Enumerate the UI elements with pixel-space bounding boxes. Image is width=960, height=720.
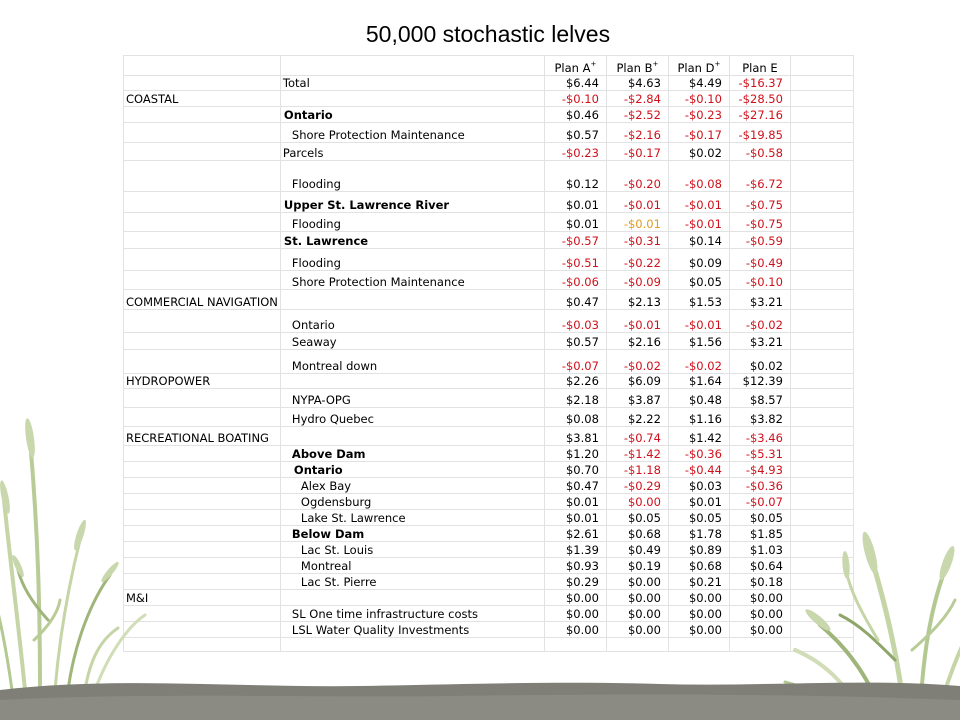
- value-cell-plan-b: -$2.84: [606, 91, 668, 107]
- category-cell: M&I: [124, 590, 281, 606]
- value-cell-plan-d: $0.05: [668, 510, 729, 526]
- item-label-cell: LSL Water Quality Investments: [280, 622, 544, 638]
- blank-cell: [790, 107, 853, 123]
- value-cell-plan-e: -$0.49: [729, 249, 790, 271]
- header-plan-a: [544, 56, 606, 76]
- table-row: [124, 478, 854, 494]
- item-label-cell: Montreal down: [280, 350, 544, 374]
- table-row: [124, 76, 854, 91]
- blank-cell: [790, 389, 853, 408]
- value-cell-plan-a: $3.81: [544, 427, 606, 446]
- value-cell-plan-d: $0.00: [668, 622, 729, 638]
- item-label-cell: Flooding: [280, 249, 544, 271]
- value-cell-plan-a: $0.01: [544, 494, 606, 510]
- item-label-cell: Lac St. Louis: [280, 542, 544, 558]
- value-cell-plan-e: -$5.31: [729, 446, 790, 462]
- value-cell-plan-d: $0.00: [668, 590, 729, 606]
- item-label-cell: Montreal: [280, 558, 544, 574]
- value-cell-plan-d: $0.03: [668, 478, 729, 494]
- value-cell-plan-d: $0.01: [668, 494, 729, 510]
- item-label-cell: Ontario: [280, 107, 544, 123]
- table-row: [124, 526, 854, 542]
- value-cell-plan-b: -$1.42: [606, 446, 668, 462]
- blank-cell: [790, 143, 853, 161]
- item-label-cell: [280, 290, 544, 310]
- table-row: [124, 249, 854, 271]
- header-label: Plan A: [554, 61, 591, 75]
- table-row: [124, 558, 854, 574]
- item-label-cell: St. Lawrence: [280, 232, 544, 249]
- item-label-cell: Upper St. Lawrence River: [280, 192, 544, 213]
- value-cell-plan-a: [544, 638, 606, 652]
- value-cell-plan-b: -$0.02: [606, 350, 668, 374]
- category-cell: [124, 271, 281, 290]
- table-row: [124, 333, 854, 350]
- table-row: [124, 290, 854, 310]
- table-row: [124, 638, 854, 652]
- value-cell-plan-e: -$0.07: [729, 494, 790, 510]
- value-cell-plan-a: $0.46: [544, 107, 606, 123]
- value-cell-plan-e: -$0.59: [729, 232, 790, 249]
- header-sup: +: [714, 60, 721, 68]
- value-cell-plan-d: [668, 638, 729, 652]
- value-cell-plan-a: $0.29: [544, 574, 606, 590]
- blank-cell: [790, 526, 853, 542]
- value-cell-plan-b: $2.16: [606, 333, 668, 350]
- value-cell-plan-a: $0.00: [544, 606, 606, 622]
- blank-cell: [790, 446, 853, 462]
- value-cell-plan-b: -$0.09: [606, 271, 668, 290]
- table-row: [124, 310, 854, 333]
- value-cell-plan-a: $0.12: [544, 161, 606, 192]
- value-cell-plan-b: -$2.16: [606, 123, 668, 143]
- category-cell: [124, 143, 281, 161]
- category-cell: HYDROPOWER: [124, 374, 281, 389]
- value-cell-plan-b: $4.63: [606, 76, 668, 91]
- header-plan-d: [668, 56, 729, 76]
- blank-cell: [790, 574, 853, 590]
- value-cell-plan-d: $1.56: [668, 333, 729, 350]
- item-label-cell: NYPA-OPG: [280, 389, 544, 408]
- table-row: [124, 590, 854, 606]
- header-label: Plan D: [677, 61, 715, 75]
- blank-cell: [790, 478, 853, 494]
- value-cell-plan-d: $0.68: [668, 558, 729, 574]
- value-cell-plan-b: $3.87: [606, 389, 668, 408]
- item-label-cell: Shore Protection Maintenance: [280, 123, 544, 143]
- blank-cell: [790, 310, 853, 333]
- category-cell: [124, 123, 281, 143]
- value-cell-plan-e: $0.18: [729, 574, 790, 590]
- value-cell-plan-b: $0.00: [606, 606, 668, 622]
- value-cell-plan-d: -$0.01: [668, 310, 729, 333]
- category-cell: [124, 638, 281, 652]
- plan-comparison-table-wrap: [123, 55, 854, 652]
- category-cell: [124, 606, 281, 622]
- category-cell: [124, 213, 281, 232]
- table-row: [124, 510, 854, 526]
- value-cell-plan-e: $8.57: [729, 389, 790, 408]
- header-label: Plan B: [616, 61, 653, 75]
- value-cell-plan-a: $0.57: [544, 123, 606, 143]
- value-cell-plan-a: $0.47: [544, 478, 606, 494]
- value-cell-plan-d: $0.05: [668, 271, 729, 290]
- category-cell: COMMERCIAL NAVIGATION: [124, 290, 281, 310]
- item-label-cell: Parcels: [280, 143, 544, 161]
- value-cell-plan-b: -$0.17: [606, 143, 668, 161]
- table-row: [124, 271, 854, 290]
- value-cell-plan-b: $0.00: [606, 494, 668, 510]
- header-blank-cell: [280, 56, 544, 76]
- value-cell-plan-b: $0.05: [606, 510, 668, 526]
- table-row: [124, 389, 854, 408]
- table-row: [124, 408, 854, 427]
- table-row: [124, 574, 854, 590]
- item-label-cell: [280, 374, 544, 389]
- value-cell-plan-e: -$0.10: [729, 271, 790, 290]
- value-cell-plan-d: $0.48: [668, 389, 729, 408]
- value-cell-plan-e: -$0.75: [729, 192, 790, 213]
- blank-cell: [790, 558, 853, 574]
- category-cell: [124, 310, 281, 333]
- table-row: [124, 462, 854, 478]
- value-cell-plan-a: $2.61: [544, 526, 606, 542]
- item-label-cell: Below Dam: [280, 526, 544, 542]
- value-cell-plan-a: $6.44: [544, 76, 606, 91]
- blank-cell: [790, 374, 853, 389]
- value-cell-plan-e: $0.02: [729, 350, 790, 374]
- category-cell: [124, 510, 281, 526]
- category-cell: [124, 408, 281, 427]
- item-label-cell: Ogdensburg: [280, 494, 544, 510]
- category-cell: COASTAL: [124, 91, 281, 107]
- table-row: [124, 374, 854, 389]
- table-row: [124, 446, 854, 462]
- blank-cell: [790, 427, 853, 446]
- value-cell-plan-e: -$19.85: [729, 123, 790, 143]
- category-cell: [124, 574, 281, 590]
- value-cell-plan-d: $4.49: [668, 76, 729, 91]
- value-cell-plan-b: -$1.18: [606, 462, 668, 478]
- value-cell-plan-e: $3.21: [729, 290, 790, 310]
- blank-cell: [790, 638, 853, 652]
- blank-cell: [790, 213, 853, 232]
- value-cell-plan-b: -$2.52: [606, 107, 668, 123]
- blank-cell: [790, 232, 853, 249]
- value-cell-plan-a: $0.01: [544, 510, 606, 526]
- category-cell: [124, 558, 281, 574]
- value-cell-plan-b: $2.22: [606, 408, 668, 427]
- plan-comparison-table: [123, 55, 854, 652]
- ground-strip-icon: [0, 683, 960, 720]
- value-cell-plan-a: $0.00: [544, 590, 606, 606]
- value-cell-plan-e: -$3.46: [729, 427, 790, 446]
- value-cell-plan-d: $0.02: [668, 143, 729, 161]
- value-cell-plan-e: $0.00: [729, 590, 790, 606]
- item-label-cell: Ontario: [280, 462, 544, 478]
- value-cell-plan-a: -$0.10: [544, 91, 606, 107]
- item-label-cell: SL One time infrastructure costs: [280, 606, 544, 622]
- value-cell-plan-b: -$0.01: [606, 310, 668, 333]
- category-cell: [124, 350, 281, 374]
- value-cell-plan-b: $0.00: [606, 590, 668, 606]
- value-cell-plan-e: $3.21: [729, 333, 790, 350]
- value-cell-plan-d: $0.00: [668, 606, 729, 622]
- blank-cell: [790, 192, 853, 213]
- blank-cell: [790, 333, 853, 350]
- blank-cell: [790, 76, 853, 91]
- value-cell-plan-d: -$0.44: [668, 462, 729, 478]
- item-label-cell: Lake St. Lawrence: [280, 510, 544, 526]
- table-row: [124, 192, 854, 213]
- value-cell-plan-b: -$0.01: [606, 192, 668, 213]
- table-row: [124, 542, 854, 558]
- table-row: [124, 427, 854, 446]
- table-row: [124, 622, 854, 638]
- value-cell-plan-e: -$0.58: [729, 143, 790, 161]
- value-cell-plan-b: $0.19: [606, 558, 668, 574]
- table-row: [124, 91, 854, 107]
- table-row: [124, 143, 854, 161]
- table-row: [124, 606, 854, 622]
- value-cell-plan-e: $3.82: [729, 408, 790, 427]
- value-cell-plan-b: $0.68: [606, 526, 668, 542]
- blank-cell: [790, 249, 853, 271]
- category-cell: [124, 76, 281, 91]
- header-label: Plan E: [742, 61, 778, 75]
- header-blank-cell: [124, 56, 281, 76]
- value-cell-plan-d: $0.89: [668, 542, 729, 558]
- table-row: [124, 123, 854, 143]
- header-sup: +: [590, 60, 597, 68]
- value-cell-plan-a: $0.01: [544, 192, 606, 213]
- blank-cell: [790, 542, 853, 558]
- blank-cell: [790, 161, 853, 192]
- blank-cell: [790, 462, 853, 478]
- table-row: [124, 107, 854, 123]
- item-label-cell: Flooding: [280, 213, 544, 232]
- header-plan-b: [606, 56, 668, 76]
- value-cell-plan-d: $0.14: [668, 232, 729, 249]
- item-label-cell: [280, 91, 544, 107]
- table-row: [124, 350, 854, 374]
- value-cell-plan-a: $0.57: [544, 333, 606, 350]
- category-cell: [124, 446, 281, 462]
- blank-cell: [790, 510, 853, 526]
- value-cell-plan-d: $1.16: [668, 408, 729, 427]
- value-cell-plan-a: -$0.57: [544, 232, 606, 249]
- value-cell-plan-a: $0.47: [544, 290, 606, 310]
- value-cell-plan-b: -$0.20: [606, 161, 668, 192]
- value-cell-plan-a: $2.18: [544, 389, 606, 408]
- value-cell-plan-e: $12.39: [729, 374, 790, 389]
- value-cell-plan-a: -$0.07: [544, 350, 606, 374]
- blank-cell: [790, 350, 853, 374]
- category-cell: [124, 107, 281, 123]
- category-cell: [124, 622, 281, 638]
- value-cell-plan-b: -$0.31: [606, 232, 668, 249]
- category-cell: [124, 462, 281, 478]
- table-row: [124, 161, 854, 192]
- value-cell-plan-e: $1.85: [729, 526, 790, 542]
- value-cell-plan-d: -$0.23: [668, 107, 729, 123]
- category-cell: [124, 478, 281, 494]
- value-cell-plan-d: -$0.36: [668, 446, 729, 462]
- category-cell: RECREATIONAL BOATING: [124, 427, 281, 446]
- item-label-cell: Above Dam: [280, 446, 544, 462]
- value-cell-plan-d: $1.42: [668, 427, 729, 446]
- item-label-cell: Shore Protection Maintenance: [280, 271, 544, 290]
- item-label-cell: Flooding: [280, 161, 544, 192]
- value-cell-plan-e: -$28.50: [729, 91, 790, 107]
- value-cell-plan-e: -$27.16: [729, 107, 790, 123]
- value-cell-plan-a: -$0.03: [544, 310, 606, 333]
- value-cell-plan-b: -$0.29: [606, 478, 668, 494]
- value-cell-plan-b: $0.00: [606, 622, 668, 638]
- value-cell-plan-b: $0.00: [606, 574, 668, 590]
- category-cell: [124, 333, 281, 350]
- value-cell-plan-a: $0.01: [544, 213, 606, 232]
- value-cell-plan-a: $0.93: [544, 558, 606, 574]
- item-label-cell: Ontario: [280, 310, 544, 333]
- table-body: [124, 76, 854, 652]
- table-header-row: [124, 56, 854, 76]
- table-row: [124, 232, 854, 249]
- value-cell-plan-e: $0.00: [729, 606, 790, 622]
- value-cell-plan-e: -$6.72: [729, 161, 790, 192]
- value-cell-plan-e: $0.64: [729, 558, 790, 574]
- value-cell-plan-b: $6.09: [606, 374, 668, 389]
- value-cell-plan-b: $0.49: [606, 542, 668, 558]
- item-label-cell: [280, 590, 544, 606]
- blank-cell: [790, 91, 853, 107]
- value-cell-plan-d: -$0.01: [668, 192, 729, 213]
- value-cell-plan-d: $0.21: [668, 574, 729, 590]
- value-cell-plan-b: -$0.01: [606, 213, 668, 232]
- value-cell-plan-a: $1.20: [544, 446, 606, 462]
- value-cell-plan-d: $0.09: [668, 249, 729, 271]
- category-cell: [124, 542, 281, 558]
- blank-cell: [790, 271, 853, 290]
- value-cell-plan-d: -$0.08: [668, 161, 729, 192]
- header-blank-cell: [790, 56, 853, 76]
- value-cell-plan-a: -$0.06: [544, 271, 606, 290]
- category-cell: [124, 161, 281, 192]
- item-label-cell: Alex Bay: [280, 478, 544, 494]
- item-label-cell: Total: [280, 76, 544, 91]
- value-cell-plan-b: $2.13: [606, 290, 668, 310]
- blank-cell: [790, 494, 853, 510]
- category-cell: [124, 494, 281, 510]
- value-cell-plan-e: -$0.36: [729, 478, 790, 494]
- blank-cell: [790, 290, 853, 310]
- value-cell-plan-a: -$0.51: [544, 249, 606, 271]
- value-cell-plan-e: -$0.02: [729, 310, 790, 333]
- value-cell-plan-d: $1.53: [668, 290, 729, 310]
- blank-cell: [790, 123, 853, 143]
- header-sup: +: [652, 60, 659, 68]
- value-cell-plan-a: $0.08: [544, 408, 606, 427]
- value-cell-plan-d: $1.64: [668, 374, 729, 389]
- table-row: [124, 494, 854, 510]
- slide-title: 50,000 stochastic lelves: [365, 21, 611, 47]
- item-label-cell: [280, 638, 544, 652]
- category-cell: [124, 232, 281, 249]
- value-cell-plan-a: $0.00: [544, 622, 606, 638]
- value-cell-plan-e: [729, 638, 790, 652]
- value-cell-plan-d: -$0.10: [668, 91, 729, 107]
- value-cell-plan-a: $0.70: [544, 462, 606, 478]
- value-cell-plan-b: -$0.74: [606, 427, 668, 446]
- category-cell: [124, 526, 281, 542]
- value-cell-plan-d: -$0.17: [668, 123, 729, 143]
- value-cell-plan-b: [606, 638, 668, 652]
- grass-left-seed-heads: [0, 418, 121, 584]
- blank-cell: [790, 622, 853, 638]
- category-cell: [124, 389, 281, 408]
- value-cell-plan-e: $1.03: [729, 542, 790, 558]
- blank-cell: [790, 408, 853, 427]
- ground-highlight-icon: [0, 695, 960, 720]
- category-cell: [124, 192, 281, 213]
- value-cell-plan-a: -$0.23: [544, 143, 606, 161]
- value-cell-plan-e: -$4.93: [729, 462, 790, 478]
- value-cell-plan-e: $0.05: [729, 510, 790, 526]
- item-label-cell: Hydro Quebec: [280, 408, 544, 427]
- table-row: [124, 213, 854, 232]
- category-cell: [124, 249, 281, 271]
- value-cell-plan-e: $0.00: [729, 622, 790, 638]
- blank-cell: [790, 590, 853, 606]
- value-cell-plan-d: -$0.02: [668, 350, 729, 374]
- item-label-cell: Seaway: [280, 333, 544, 350]
- blank-cell: [790, 606, 853, 622]
- item-label-cell: [280, 427, 544, 446]
- value-cell-plan-e: -$16.37: [729, 76, 790, 91]
- value-cell-plan-a: $1.39: [544, 542, 606, 558]
- value-cell-plan-a: $2.26: [544, 374, 606, 389]
- header-plan-e: [729, 56, 790, 76]
- value-cell-plan-b: -$0.22: [606, 249, 668, 271]
- item-label-cell: Lac St. Pierre: [280, 574, 544, 590]
- value-cell-plan-d: $1.78: [668, 526, 729, 542]
- value-cell-plan-e: -$0.75: [729, 213, 790, 232]
- value-cell-plan-d: -$0.01: [668, 213, 729, 232]
